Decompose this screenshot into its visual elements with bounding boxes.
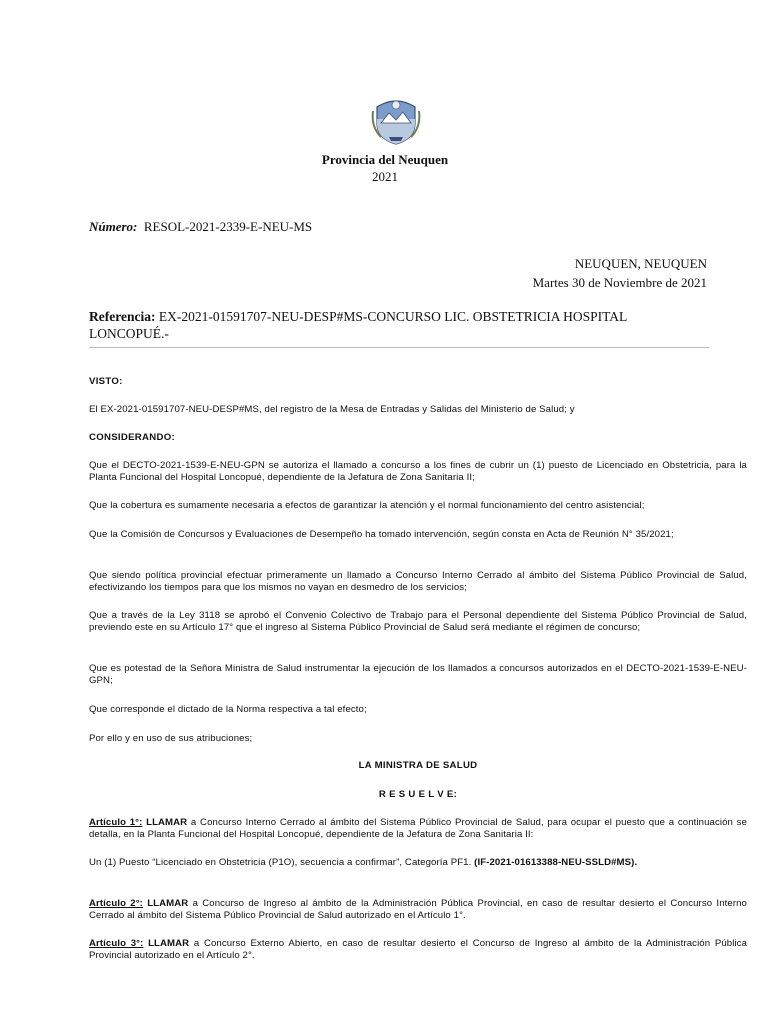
article-3-label: Artículo 3°: (89, 938, 144, 949)
visto-heading: VISTO: (89, 376, 123, 387)
article-2-verb: LLAMAR (147, 898, 189, 909)
article-2 (89, 898, 747, 922)
article-3-text: a Concurso Externo Abierto, en caso de resultar desierto el Concurso de Ingreso al ámbito de la Administración Pública Provincial autorizado en el Artículo 2°. (89, 938, 748, 961)
document-number (89, 219, 312, 235)
visto-text: El EX-2021-01591707-NEU-DESP#MS, del registro de la Mesa de Entradas y Salidas del Ministerio de Salud; y (89, 404, 575, 415)
resuelve-heading: R E S U E L V E: (378, 789, 458, 800)
authority-heading: LA MINISTRA DE SALUD (358, 760, 478, 771)
reference-label: Referencia: (89, 309, 156, 324)
puesto-reference: (IF-2021-01613388-NEU-SSLD#MS). (474, 857, 638, 868)
province-title: Provincia del Neuquen (321, 152, 449, 167)
province-crest-icon (371, 93, 421, 145)
puesto-detail (89, 857, 747, 869)
considerando-paragraph: Que es potestad de la Señora Ministra de Salud instrumentar la ejecución de los llamados a concursos autorizados en el DECTO-2021-1539-E-NEU-GPN; (89, 663, 747, 686)
puesto-text: Un (1) Puesto “Licenciado en Obstetricia (P1O), secuencia a confirmar”, Categoría PF1. (89, 857, 475, 868)
article-1-text: a Concurso Interno Cerrado al ámbito del Sistema Público Provincial de Salud, para ocupar el puesto que a continuación se detalla, en la Planta Funcional del Hospital Loncopué, dependiente de la Jefatura de Zona Sanitaria II: (89, 817, 748, 840)
article-2-text: a Concurso de Ingreso al ámbito de la Administración Pública Provincial, en caso de resultar desierto el Concurso Interno Cerrado al ámbito del Sistema Público Provincial de Salud autorizado en el Artículo 1°. (89, 898, 747, 921)
considerando-paragraph: Que siendo política provincial efectuar primeramente un llamado a Concurso Interno Cerrado al ámbito del Sistema Público Provincial de Salud, efectivizando los tiempos para que los mismos no vayan en desmedro de los servicios; (89, 570, 747, 593)
document-year: 2021 (372, 169, 398, 184)
considerando-paragraph: Que a través de la Ley 3118 se aprobó el Convenio Colectivo de Trabajo para el Personal dependiente del Sistema Público Provincial de Salud, previendo este en su Artículo 17° que el ingreso al Sistema Público Provincial de Salud será mediante el régimen de concurso; (89, 610, 747, 633)
considerando-paragraph: Por ello y en uso de sus atribuciones; (89, 733, 253, 744)
article-1 (89, 817, 747, 841)
header-divider (89, 347, 709, 348)
considerando-paragraph: Que el DECTO-2021-1539-E-NEU-GPN se autoriza el llamado a concurso a los fines de cubrir un (1) puesto de Licenciado en Obstetricia, para la Planta Funcional del Hospital Loncopué, dependiente de la Jefatura de Zona Sanitaria II; (89, 460, 747, 483)
article-3-verb: LLAMAR (148, 938, 190, 949)
document-place: NEUQUEN, NEUQUEN (574, 256, 707, 271)
reference-value: EX-2021-01591707-NEU-DESP#MS-CONCURSO LIC. OBSTETRICIA HOSPITAL LONCOPUÉ.- (89, 309, 627, 341)
considerando-heading: CONSIDERANDO: (89, 432, 175, 443)
article-1-verb: LLAMAR (146, 817, 188, 828)
considerando-paragraph: Que corresponde el dictado de la Norma respectiva a tal efecto; (89, 704, 367, 715)
number-value: RESOL-2021-2339-E-NEU-MS (143, 219, 313, 234)
considerando-paragraph: Que la cobertura es sumamente necesaria a efectos de garantizar la atención y el normal funcionamiento del centro asistencial; (89, 500, 645, 511)
number-label: Número: (89, 219, 138, 234)
considerando-paragraph: Que la Comisión de Concursos y Evaluaciones de Desempeño ha tomado intervención, según consta en Acta de Reunión N° 35/2021; (89, 529, 674, 540)
document-date: Martes 30 de Noviembre de 2021 (532, 275, 707, 290)
reference (89, 308, 689, 342)
article-3 (89, 938, 747, 962)
article-2-label: Artículo 2°: (89, 898, 143, 909)
article-1-label: Artículo 1°: (89, 817, 143, 828)
